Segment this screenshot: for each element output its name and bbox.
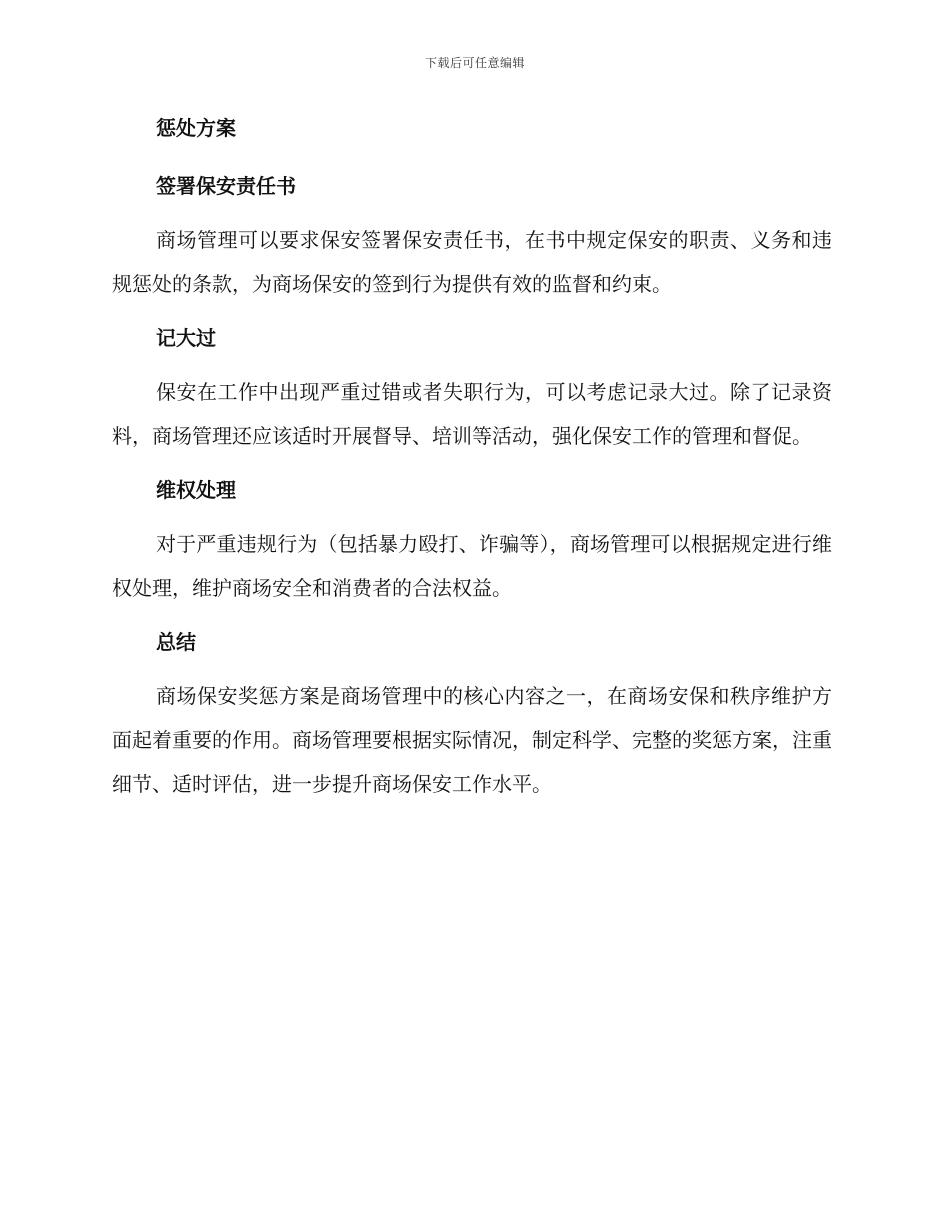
paragraph-rights-handling: 对于严重违规行为（包括暴力殴打、诈骗等），商场管理可以根据规定进行维权处理，维护商场安全和消费者的合法权益。 [112, 532, 832, 600]
document-body [112, 110, 832, 806]
paragraph-responsibility-letter: 商场管理可以要求保安签署保安责任书，在书中规定保安的职责、义务和违规惩处的条款，为商场保安的签到行为提供有效的监督和约束。 [112, 228, 832, 296]
section-heading-penalty-plan: 惩处方案 [156, 116, 236, 140]
section-heading-responsibility-letter: 签署保安责任书 [156, 174, 296, 198]
page-header-note: 下载后可任意编辑 [424, 56, 525, 70]
paragraph-major-demerit: 保安在工作中出现严重过错或者失职行为，可以考虑记录大过。除了记录资料，商场管理还应该适时开展督导、培训等活动，强化保安工作的管理和督促。 [112, 380, 832, 448]
section-heading-rights-handling: 维权处理 [156, 478, 236, 502]
section-heading-summary: 总结 [156, 630, 196, 654]
section-heading-major-demerit: 记大过 [156, 326, 216, 350]
paragraph-summary: 商场保安奖惩方案是商场管理中的核心内容之一，在商场安保和秩序维护方面起着重要的作用。商场管理要根据实际情况，制定科学、完整的奖惩方案，注重细节、适时评估，进一步提升商场保安工作水平。 [112, 684, 832, 796]
